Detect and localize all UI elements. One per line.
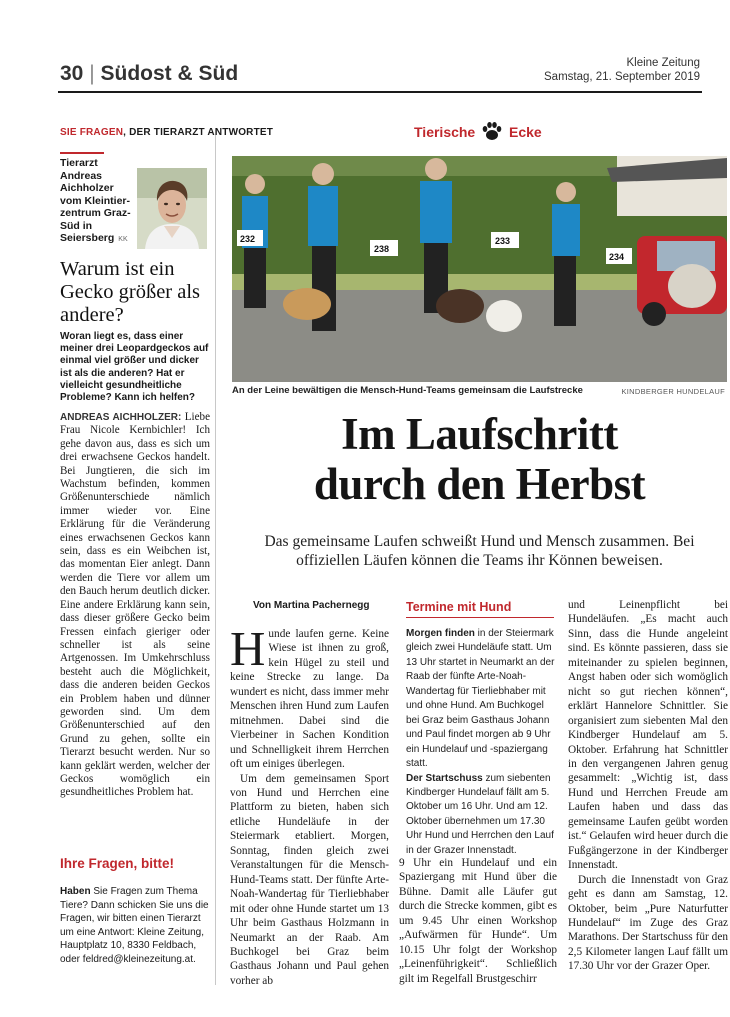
photo-credit: KINDBERGER HUNDELAUF (621, 387, 725, 396)
expert-name: Tierarzt Andreas Aichholzer vom Kleintier-zentrum Graz-Süd in Seiersberg (60, 157, 131, 244)
page-section-header (60, 62, 238, 86)
your-questions-title: Ihre Fragen, bitte! (60, 856, 175, 871)
headline-line: durch den Herbst (313, 459, 646, 509)
paw-icon (481, 121, 503, 141)
publication-name: Kleine Zeitung (626, 57, 700, 69)
section-title: Südost & Süd (100, 62, 239, 85)
column-divider (215, 128, 216, 985)
issue-date: Samstag, 21. September 2019 (544, 71, 700, 83)
article-subline: Das gemeinsame Laufen schweißt Hund und Mensch zusammen. Bei offiziellen Läufen können die Teams ihr Können beweisen. (264, 533, 695, 569)
your-questions-text (60, 885, 212, 967)
bib-number: 238 (374, 244, 390, 254)
article-paragraph: unde laufen gerne. Keine Wiese ist ihnen zu groß, kein Hügel zu steil und keine Strecke zu lange. Da wundert es nicht, dass immer mehr Menschen ihren Hund zum Laufen mitnehmen. Dabei sind die Vierbeiner in Sachen Kondition und Schnelligkeit ihrem Herrchen oft um einiges überlegen. (230, 628, 389, 771)
header-separator: | (89, 62, 95, 85)
page-number: 30 (60, 62, 84, 85)
masthead-info (544, 56, 700, 84)
article-paragraph: Durch die Innenstadt von Graz geht es dann am Samstag, 12. Oktober, beim „Pure Naturfutter Hundelauf“ im Zuge des Graz Marathons. Der Startschuss für den 2,5 Kilometer langen Lauf fällt um 17.30 Uhr vor der Grazer Oper. (568, 873, 728, 973)
article-column-2 (399, 856, 557, 986)
expert-info (60, 157, 136, 247)
your-questions-lead: Haben (60, 886, 91, 897)
header-rule (58, 91, 702, 93)
article-headline (232, 409, 727, 509)
photo-caption: An der Leine bewältigen die Mensch-Hund-Teams gemeinsam die Laufstrecke (232, 385, 583, 396)
rubric-left: Tierische (414, 124, 476, 140)
question-title: Warum ist ein Gecko größer als andere? (60, 258, 201, 326)
info-text: in der Steiermark gleich zwei Hundeläufe statt. Um 13 Uhr startet in Neumarkt an der Raab der fünfte Arte-Noah-Wandertag für Tierliebhaber mit und ohne Hund. Am Buchkogel bei Graz beim Gasthaus Johann und Paul findet morgen ab 9 Uhr ein Hundelauf und -spaziergang statt. (406, 628, 555, 770)
article-paragraph: 9 Uhr ein Hundelauf und ein Spaziergang mit Hund über die Bühne. Damit alle Läufer gut durch die Strecke kommen, gibt es um 9.45 Uhr einen Workshop „Aufwärmen für Hunde“. Um 10.15 Uhr folgt der Workshop „Leinenführigkeit“. Schließlich gilt im Regelfall Brustgeschirr (399, 857, 557, 985)
article-column-3 (568, 598, 728, 974)
question-text: Woran liegt es, dass einer meiner drei Leopardgeckos auf einmal viel größer und dicker ist als die anderen? Hat er vielleicht gesundheitliche Probleme? Kann ich helfen? (60, 331, 209, 404)
advice-tag (60, 127, 273, 139)
info-lead: Morgen finden (406, 628, 475, 639)
byline: Von Martina Pachernegg (253, 600, 370, 611)
info-box (406, 627, 556, 858)
article-photo (232, 156, 727, 382)
advice-tag-rule (60, 152, 104, 154)
info-box-rule (406, 617, 554, 618)
expert-portrait (137, 168, 207, 249)
bib-number: 234 (609, 252, 625, 262)
article-column-1 (230, 621, 389, 988)
info-text: zum siebenten Kindberger Hundelauf fällt am 5. Oktober um 16 Uhr. Und am 12. Oktober übernehmen um 17.30 Uhr Hund und Herrchen den Lauf in der Grazer Innenstadt. (406, 772, 554, 856)
advice-tag-black: , DER TIERARZT ANTWORTET (123, 127, 274, 138)
rubric-logo (414, 121, 542, 141)
headline-line: Im Laufschritt (341, 409, 618, 459)
bib-number: 232 (240, 234, 256, 244)
answer-text (60, 411, 210, 800)
answer-author: ANDREAS AICHHOLZER: (60, 412, 182, 423)
drop-cap: H (230, 621, 266, 676)
portrait-credit: KK (118, 236, 128, 243)
article-paragraph: Um dem gemeinsamen Sport von Hund und Herrchen eine Plattform zu bieten, haben sich etliche Hundeläufe in der Steiermark etabliert. Morgen, Sonntag, finden gleich zwei Veranstaltungen für die Mensch-Hund-Teams statt. Der fünfte Arte-Noah-Wandertag für Tierliebhaber mit oder ohne Hunde startet um 13 Uhr beim Gasthaus Holzmann in Neumarkt an der Raab. Am Buchkogel bei Graz beim Gasthaus Johann und Paul gehen vorher ab (230, 772, 389, 987)
rubric-right: Ecke (509, 124, 542, 140)
answer-body: Liebe Frau Nicole Kernbichler! Ich gehe davon aus, dass es sich um drei erwachsene Geckos handelt. Bei Jungtieren, die sich im Wachstum befinden, kommen Größenunterschiede nämlich immer wieder vor. Eine Erklärung für die Veränderung eines erwachsenen Geckos kann sein, dass es ein Weibchen ist, das momentan Eier anlegt. Dann werden die Tiere vor allem um den Bauch herum deutlich dicker. Eine andere Erklärung kann sein, dass dieser größere Gecko beim Fressen einfach gieriger oder schneller ist als seine Artgenossen. Im Umkehrschluss besteht auch die Möglichkeit, dass die anderen beiden Geckos ein Problem haben und dünner geworden sind. Um dem Größenunterschied auf den Grund zu gehen, sollte ein Tierarzt besucht werden. Nur so kann geklärt werden, welcher der Geckos womöglich ein gesundheitliches Problem hat. (60, 411, 210, 799)
advice-tag-red: SIE FRAGEN (60, 127, 124, 138)
article-paragraph: und Leinenpflicht bei Hundeläufen. „Es macht auch Sinn, dass die Hunde angeleint sind. Es könnte passieren, dass sie miteinander zu spielen beginnen, Angst haben oder sich womöglich nicht so gut riechen können“, erklärt Hannelore Schnittler. Sie organisiert zum siebenten Mal den Kindberger Hundelauf am 5. Oktober. Erfahrung hat Schnittler in den vergangenen Jahren genug gesammelt: „Wichtig ist, dass Hund und Herrchen Freude am Laufen haben und dass das gemeinsame Laufen geübt worden ist.“ Gelaufen wird heuer durch die Fußgängerzone in der Kindberger Innenstadt. (568, 599, 728, 872)
your-questions-body: Sie Fragen zum Thema Tiere? Dann schicken Sie uns die Fragen, wir bitten einen Tierarzt um eine Antwort: Kleine Zeitung, Hauptplatz 10, 8330 Feldbach, oder feldred@kleinezeitung.at. (60, 886, 209, 965)
bib-number: 233 (495, 236, 511, 246)
info-lead: Der Startschuss (406, 772, 483, 784)
info-box-title: Termine mit Hund (406, 600, 512, 614)
